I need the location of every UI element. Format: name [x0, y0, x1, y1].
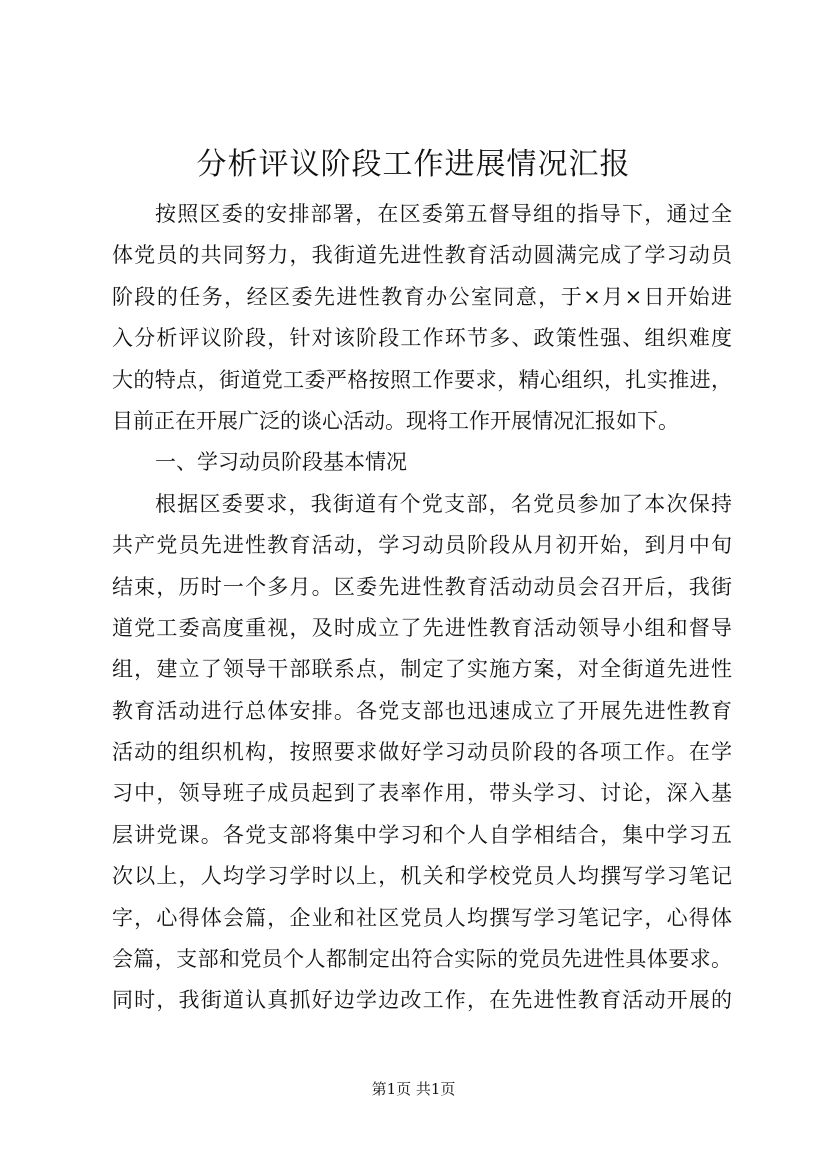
text-line: 目前正在开展广泛的谈心活动。现将工作开展情况汇报如下。 [112, 408, 679, 433]
text-line: 活动的组织机构，按照要求做好学习动员阶段的各项工作。在学 [112, 740, 732, 765]
document-title: 分析评议阶段工作进展情况汇报 [196, 147, 631, 182]
text-line: 按照区委的安排部署，在区委第五督导组的指导下，通过全 [155, 202, 732, 226]
text-line: 结束，历时一个多月。区委先进性教育活动动员会召开后，我街 [112, 574, 732, 599]
text-line: 共产党员先进性教育活动，学习动员阶段从月初开始，到月中旬 [112, 533, 732, 558]
document-body [112, 194, 732, 1022]
text-line: 习中，领导班子成员起到了表率作用，带头学习、讨论，深入基 [112, 781, 732, 806]
text-line: 大的特点，街道党工委严格按照工作要求，精心组织，扎实推进， [112, 367, 732, 392]
text-line: 同时，我街道认真抓好边学边改工作，在先进性教育活动开展的 [112, 988, 732, 1013]
text-line: 体党员的共同努力，我街道先进性教育活动圆满完成了学习动员 [112, 243, 732, 268]
text-line: 教育活动进行总体安排。各党支部也迅速成立了开展先进性教育 [112, 698, 732, 723]
text-line: 一、学习动员阶段基本情况 [155, 450, 407, 475]
text-line: 会篇，支部和党员个人都制定出符合实际的党员先进性具体要求。 [112, 947, 732, 972]
text-line: 字，心得体会篇，企业和社区党员人均撰写学习笔记字，心得体 [112, 905, 732, 930]
text-line: 阶段的任务，经区委先进性教育办公室同意，于×月×日开始进 [112, 284, 732, 309]
text-line: 道党工委高度重视，及时成立了先进性教育活动领导小组和督导 [112, 615, 732, 640]
text-line: 根据区委要求，我街道有个党支部，名党员参加了本次保持 [155, 491, 732, 516]
text-line: 层讲党课。各党支部将集中学习和个人自学相结合，集中学习五 [112, 822, 732, 847]
text-line: 入分析评议阶段，针对该阶段工作环节多、政策性强、组织难度 [112, 326, 732, 351]
text-line: 次以上，人均学习学时以上，机关和学校党员人均撰写学习笔记 [112, 864, 732, 889]
page-footer: 第1页 共1页 [371, 1080, 456, 1098]
text-line: 组，建立了领导干部联系点，制定了实施方案，对全街道先进性 [112, 657, 732, 682]
